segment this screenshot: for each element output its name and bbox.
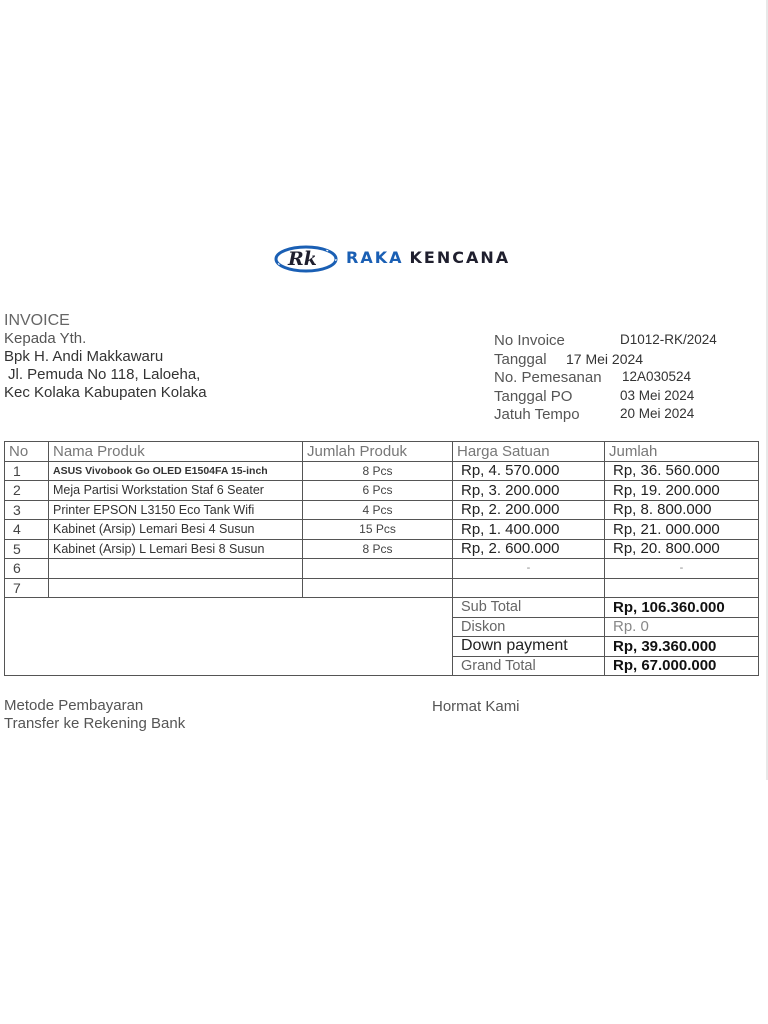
summary-value: Rp. 0 [605,617,759,637]
row-quantity: 6 Pcs [303,481,453,501]
row-unit-price [453,578,605,598]
table-row [5,461,759,481]
row-product: Kabinet (Arsip) L Lemari Besi 8 Susun [49,539,303,559]
row-amount [605,578,759,598]
table-header-row [5,442,759,462]
row-unit-price: Rp, 2. 200.000 [453,500,605,520]
row-quantity: 15 Pcs [303,520,453,540]
customer-address-line2: Kec Kolaka Kabupaten Kolaka [4,384,207,401]
summary-label: Diskon [453,617,605,637]
table-row [5,481,759,501]
logo-mark-text: Rk [288,248,317,270]
company-logo-mark [274,240,338,276]
meta-label: Tanggal PO [494,387,573,405]
header-unit-price: Harga Satuan [453,442,605,462]
payment-method-label: Metode Pembayaran [4,697,144,714]
summary-spacer [5,598,453,676]
row-product: Kabinet (Arsip) Lemari Besi 4 Susun [49,520,303,540]
row-unit-price: Rp, 2. 600.000 [453,539,605,559]
row-product: ASUS Vivobook Go OLED E1504FA 15-inch [49,461,303,481]
row-unit-price: - [453,559,605,579]
recipient-block [4,312,207,402]
company-logo [274,240,514,276]
row-product: Printer EPSON L3150 Eco Tank Wifi [49,500,303,520]
meta-label: Tanggal [494,350,547,368]
meta-label: No Invoice [494,332,565,349]
header-quantity: Jumlah Produk [303,442,453,462]
summary-label: Sub Total [453,598,605,618]
summary-label: Down payment [453,637,605,657]
meta-value: 03 Mei 2024 [620,387,695,403]
payment-method-block [4,697,185,733]
row-quantity [303,559,453,579]
row-no: 3 [5,500,49,520]
meta-value: 12A030524 [622,369,692,384]
row-product [49,559,303,579]
company-name [346,248,510,267]
row-no: 2 [5,481,49,501]
summary-value: Rp, 67.000.000 [605,656,759,676]
row-amount: Rp, 36. 560.000 [605,461,759,481]
invoice-items-table [4,441,759,676]
customer-name: Bpk H. Andi Makkawaru [4,348,164,365]
row-quantity: 8 Pcs [303,461,453,481]
company-name-part1: RAKA [346,248,404,267]
company-name-part2: KENCANA [409,248,511,267]
row-no: 1 [5,461,49,481]
summary-value: Rp, 39.360.000 [605,637,759,657]
table-row [5,539,759,559]
meta-label: No. Pemesanan [494,369,602,386]
row-amount: Rp, 19. 200.000 [605,481,759,501]
row-no: 4 [5,520,49,540]
row-amount: Rp, 20. 800.000 [605,539,759,559]
row-unit-price: Rp, 1. 400.000 [453,520,605,540]
header-no: No [5,442,49,462]
row-quantity [303,578,453,598]
meta-label: Jatuh Tempo [494,406,580,423]
row-no: 5 [5,539,49,559]
to-label: Kepada Yth. [4,330,87,347]
row-amount: Rp, 21. 000.000 [605,520,759,540]
invoice-title: INVOICE [4,312,70,329]
payment-method-value: Transfer ke Rekening Bank [4,715,186,732]
customer-address-line1: Jl. Pemuda No 118, Laloeha, [8,366,201,383]
table-row [5,578,759,598]
row-unit-price: Rp, 4. 570.000 [453,461,605,481]
summary-value: Rp, 106.360.000 [605,598,759,618]
meta-value: 17 Mei 2024 [566,350,644,367]
row-quantity: 8 Pcs [303,539,453,559]
row-amount: - [605,559,759,579]
table-row [5,559,759,579]
regards-text: Hormat Kami [432,698,520,715]
row-no: 6 [5,559,49,579]
summary-label: Grand Total [453,656,605,676]
table-row [5,520,759,540]
table-row [5,500,759,520]
row-product [49,578,303,598]
row-product: Meja Partisi Workstation Staf 6 Seater [49,481,303,501]
row-amount: Rp, 8. 800.000 [605,500,759,520]
summary-row-subtotal [5,598,759,618]
row-unit-price: Rp, 3. 200.000 [453,481,605,501]
header-amount: Jumlah [605,442,759,462]
row-quantity: 4 Pcs [303,500,453,520]
row-no: 7 [5,578,49,598]
meta-value: 20 Mei 2024 [620,406,695,421]
header-product: Nama Produk [49,442,303,462]
meta-value: D1012-RK/2024 [620,332,717,347]
